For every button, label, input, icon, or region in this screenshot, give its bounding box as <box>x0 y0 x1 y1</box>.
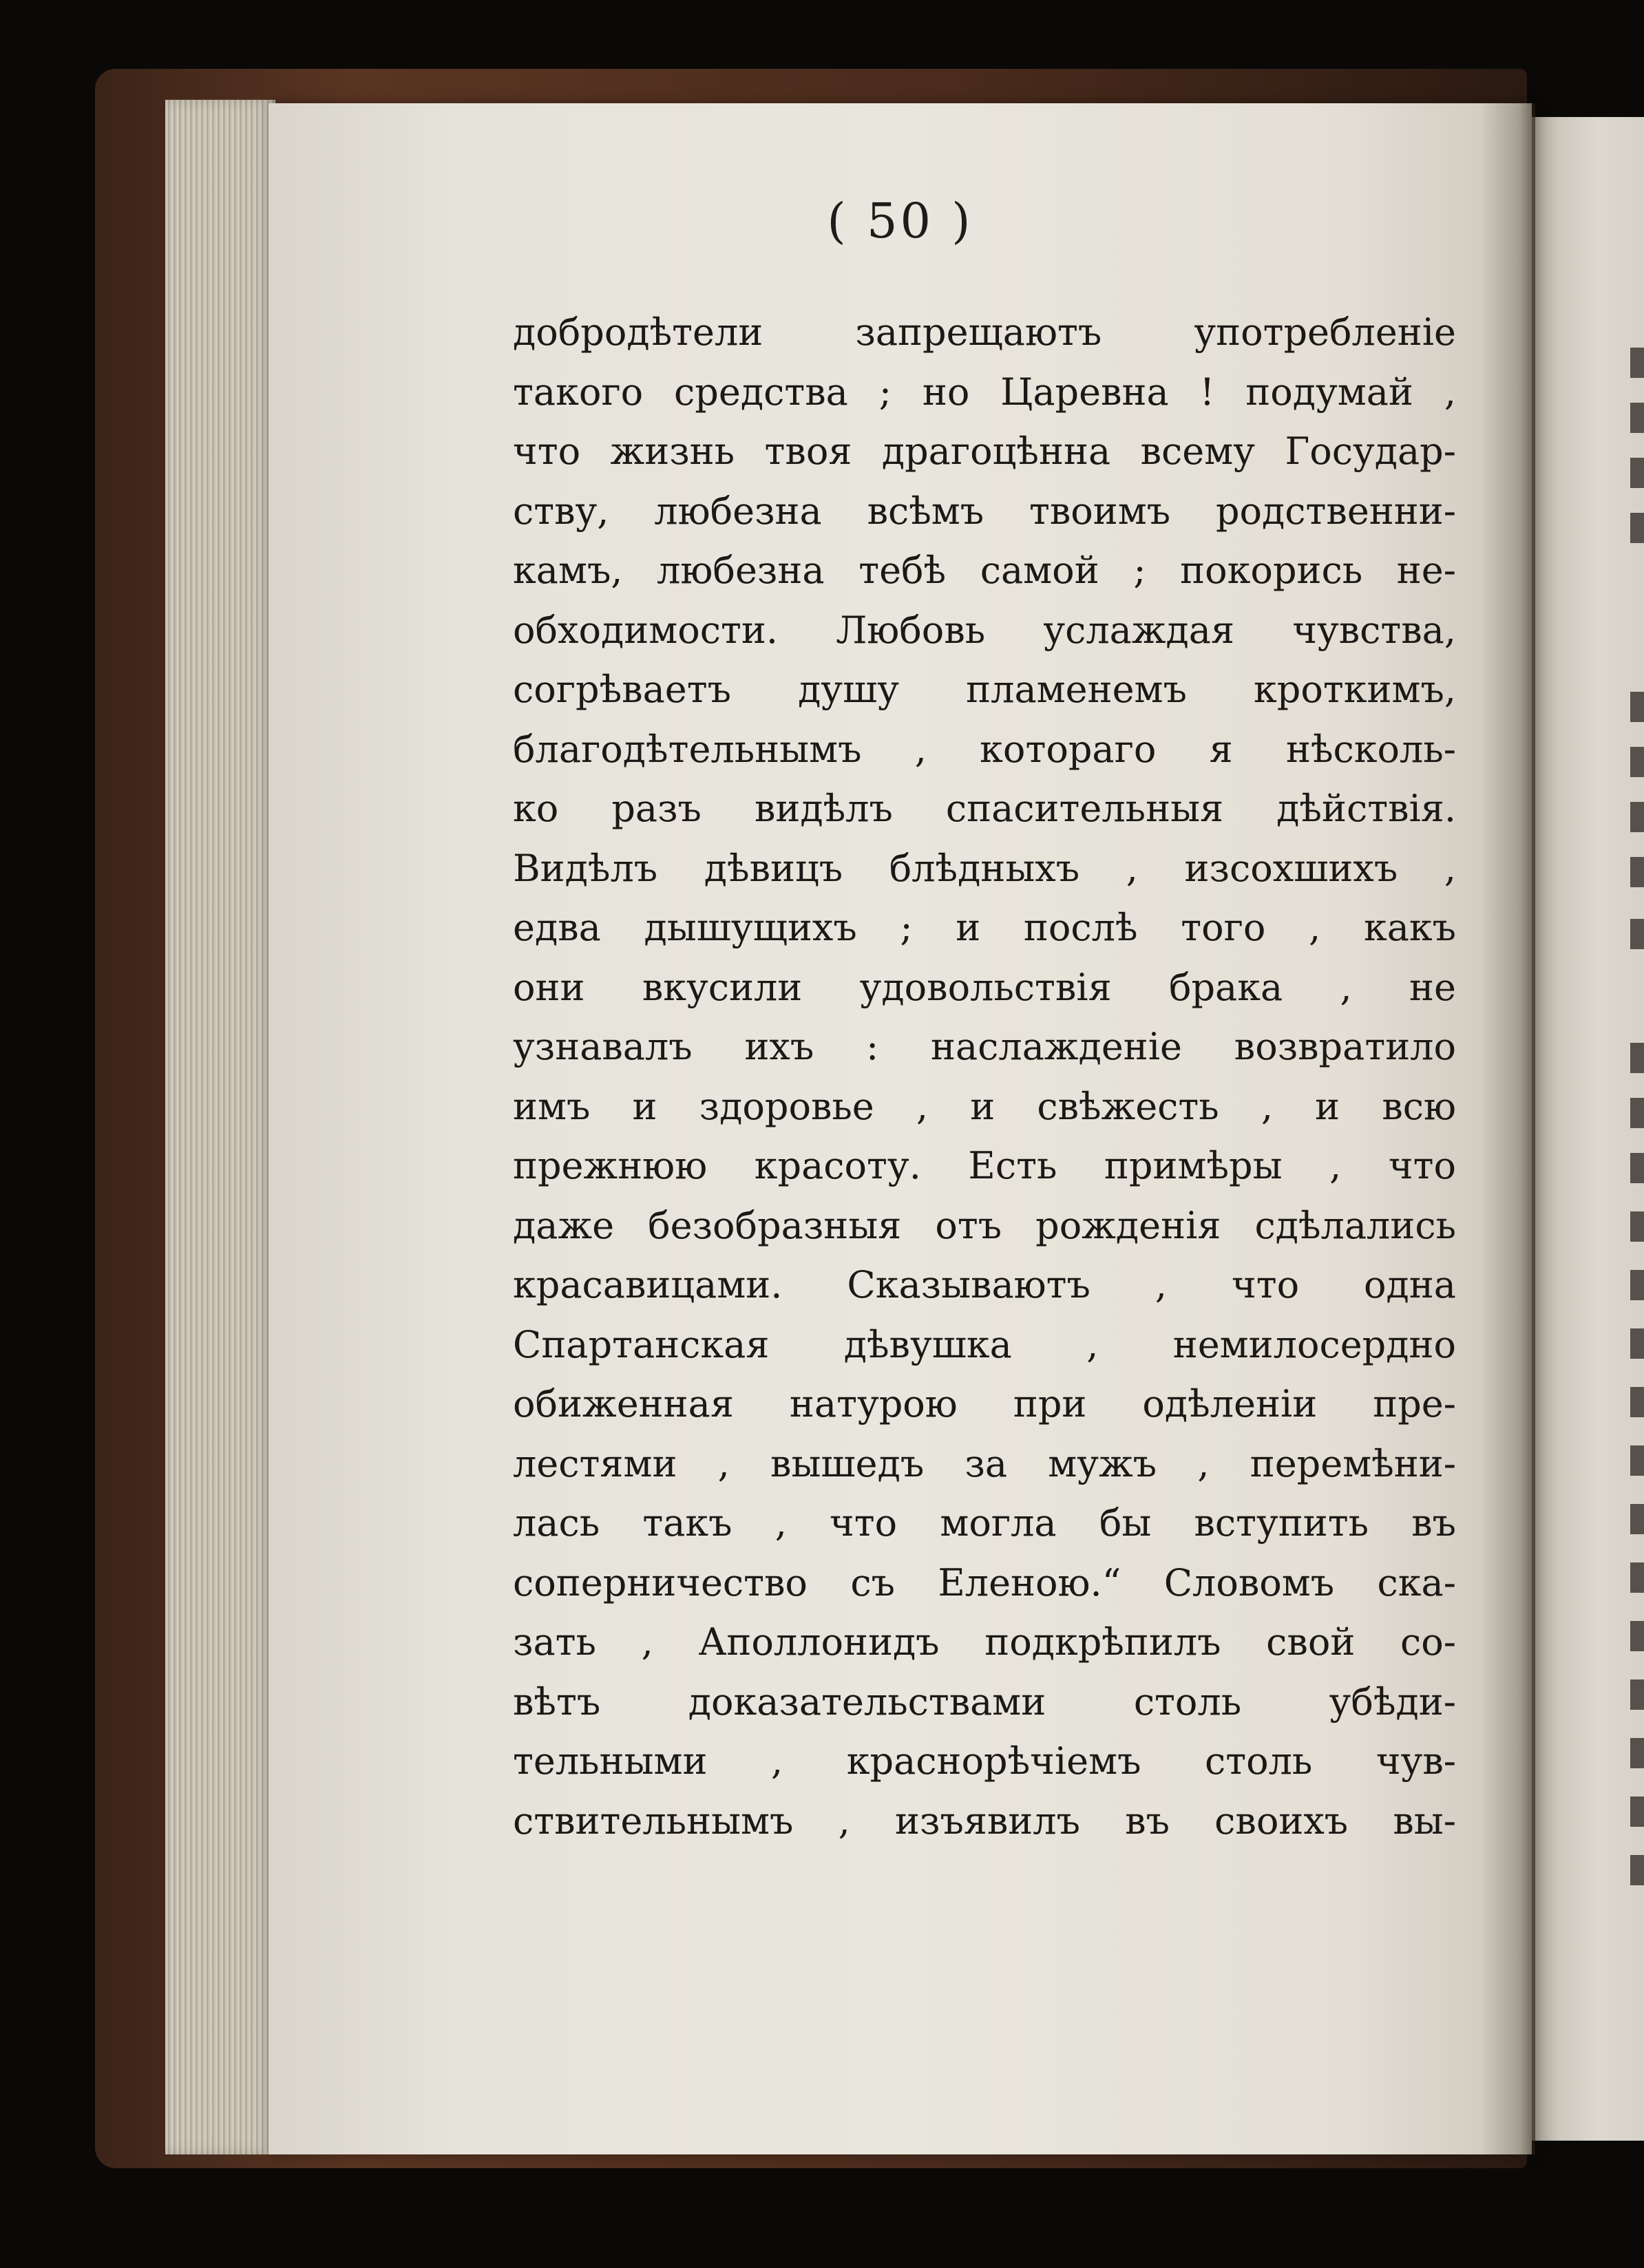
text-line: Спартанская дѣвушка , немилосердно <box>513 1322 1456 1366</box>
text-line: обходимости. Любовь услаждая чувства, <box>513 608 1456 652</box>
text-line: вѣтъ доказательствами столь убѣди- <box>513 1679 1456 1724</box>
text-line: едва дышущихъ ; и послѣ того , какъ <box>513 906 1456 949</box>
facing-page-edge <box>1530 117 1644 2141</box>
text-line: ству, любезна всѣмъ твоимъ родственни- <box>513 489 1456 533</box>
text-line: благодѣтельнымъ , котораго я нѣсколь- <box>513 727 1456 771</box>
text-line: такого средства ; но Царевна ! подумай , <box>513 370 1456 414</box>
page-edges <box>165 100 275 2154</box>
text-line: тельными , краснорѣчіемъ столь чув- <box>513 1739 1456 1783</box>
text-line: согрѣваетъ душу пламенемъ кроткимъ, <box>513 668 1456 711</box>
text-line: лестями , вышедъ за мужъ , перемѣни- <box>513 1441 1456 1485</box>
text-line: ко разъ видѣлъ спасительныя дѣйствія. <box>513 787 1456 830</box>
text-line: соперничество съ Еленою.“ Словомъ ска- <box>513 1560 1456 1604</box>
text-line: даже безобразныя отъ рожденія сдѣлались <box>513 1203 1456 1247</box>
text-line: ствительнымъ , изъявилъ въ своихъ вы- <box>513 1799 1456 1843</box>
text-line: камъ, любезна тебѣ самой ; покорись не- <box>513 549 1456 592</box>
text-line: прежнюю красоту. Есть примѣры , что <box>513 1144 1456 1187</box>
text-line: красавицами. Сказываютъ , что одна <box>513 1263 1456 1306</box>
text-line: имъ и здоровье , и свѣжесть , и всю <box>513 1084 1456 1128</box>
text-line: зать , Аполлонидъ подкрѣпилъ свой со- <box>513 1620 1456 1664</box>
text-line: что жизнь твоя драгоцѣнна всему Государ- <box>513 430 1456 473</box>
text-line: добродѣтели запрещаютъ употребленіе <box>513 310 1456 354</box>
body-text <box>513 303 1456 1851</box>
text-line: Видѣлъ дѣвицъ блѣдныхъ , изсохшихъ , <box>513 846 1456 890</box>
text-line: узнавалъ ихъ : наслажденіе возвратило <box>513 1025 1456 1068</box>
page-gutter-shadow <box>1480 103 1535 2154</box>
text-line: лась такъ , что могла бы вступить въ <box>513 1501 1456 1545</box>
text-line: обиженная натурою при одѣленіи пре- <box>513 1382 1456 1426</box>
page-number: ( 50 ) <box>827 193 973 249</box>
text-line: они вкусили удовольствія брака , не <box>513 965 1456 1009</box>
